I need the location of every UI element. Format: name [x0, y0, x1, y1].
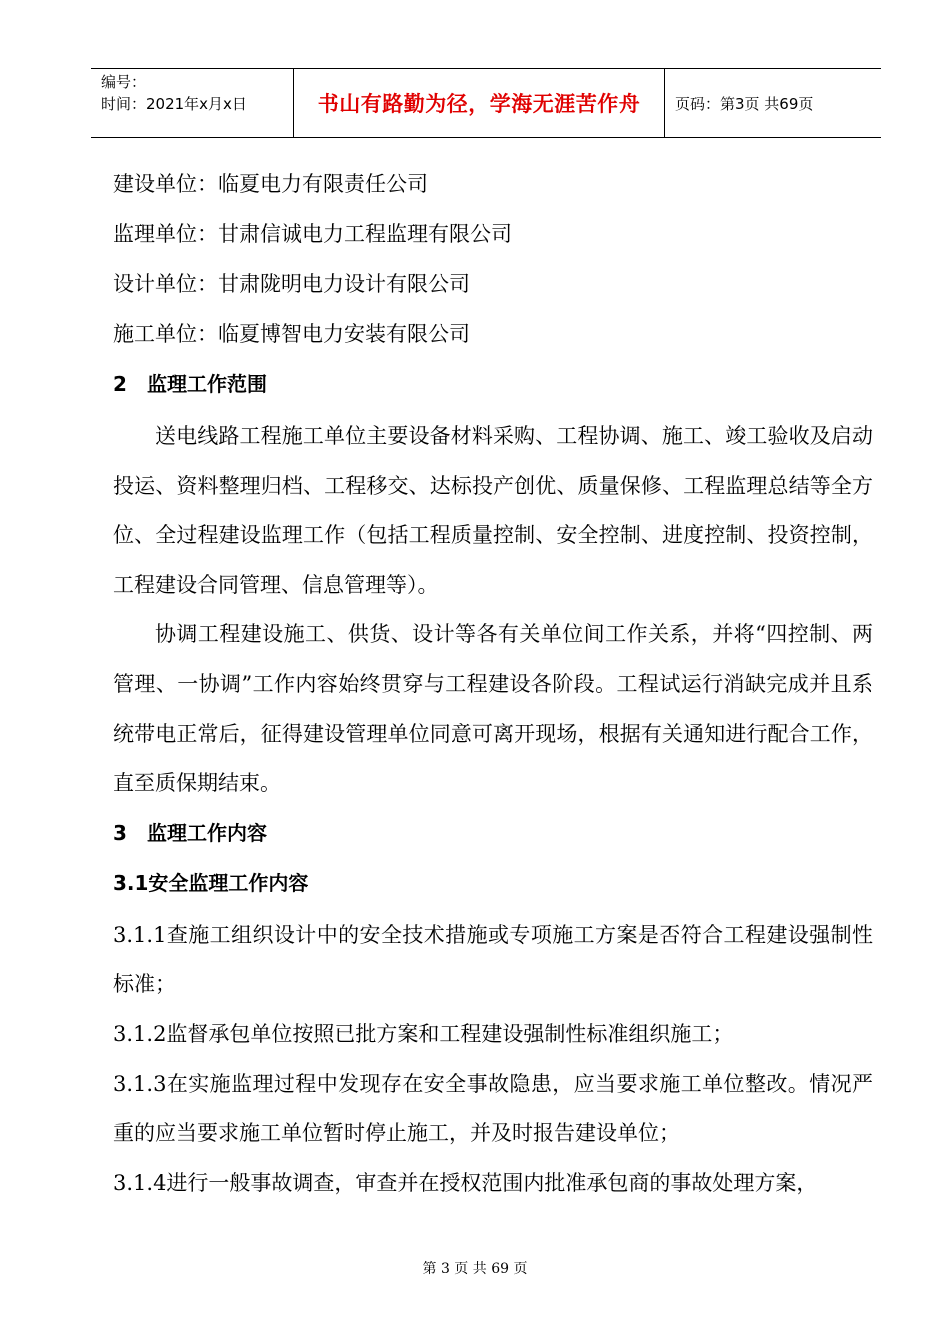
section-2-title: 监理工作范围 — [147, 372, 267, 396]
header-motto: 书山有路勤为径，学海无涯苦作舟 — [293, 69, 665, 137]
code-label: 编号： — [101, 73, 147, 91]
time-label: 时间：2021年x月x日 — [101, 95, 247, 113]
document-header — [91, 68, 881, 138]
section-2-paragraph-2: 协调工程建设施工、供货、设计等各有关单位间工作关系，并将“四控制、两管理、一协调”工作内容始终贯穿与工程建设各阶段。工程试运行消缺完成并且系统带电正常后，征得建设管理单位同意可离开现场，根据有关通知进行配合工作，直至质保期结束。 — [113, 622, 873, 796]
unit-construction: 建设单位：临夏电力有限责任公司 — [113, 172, 428, 196]
item-3-1-1: 3.1.1查施工组织设计中的安全技术措施或专项施工方案是否符合工程建设强制性标准； — [113, 922, 873, 997]
item-3-1-4: 3.1.4进行一般事故调查，审查并在授权范围内批准承包商的事故处理方案， — [113, 1170, 818, 1195]
section-3-number: 3 — [113, 820, 127, 845]
item-3-1-3: 3.1.3在实施监理过程中发现存在安全事故隐患，应当要求施工单位整改。情况严重的应当要求施工单位暂时停止施工，并及时报告建设单位； — [113, 1071, 873, 1146]
header-page-label: 页码：第3页 共69页 — [675, 94, 814, 113]
unit-supervision: 监理单位：甘肃信诚电力工程监理有限公司 — [113, 222, 512, 246]
header-meta — [91, 69, 293, 137]
section-3-title: 监理工作内容 — [147, 820, 267, 845]
page-footer: 第 3 页 共 69 页 — [422, 1261, 528, 1277]
unit-builder: 施工单位：临夏博智电力安装有限公司 — [113, 322, 470, 346]
document-body — [113, 162, 873, 1208]
unit-design: 设计单位：甘肃陇明电力设计有限公司 — [113, 272, 470, 296]
section-2-paragraph-1: 送电线路工程施工单位主要设备材料采购、工程协调、施工、竣工验收及启动投运、资料整理归档、工程移交、达标投产创优、质量保修、工程监理总结等全方位、全过程建设监理工作（包括工程质量控制、安全控制、进度控制、投资控制，工程建设合同管理、信息管理等）。 — [113, 424, 873, 597]
section-3-heading — [113, 811, 873, 861]
item-3-1-2: 3.1.2监督承包单位按照已批方案和工程建设强制性标准组织施工； — [113, 1021, 734, 1046]
section-2-number: 2 — [113, 372, 127, 396]
section-3-1-heading: 3.1安全监理工作内容 — [113, 870, 309, 895]
section-2-heading — [113, 362, 873, 412]
